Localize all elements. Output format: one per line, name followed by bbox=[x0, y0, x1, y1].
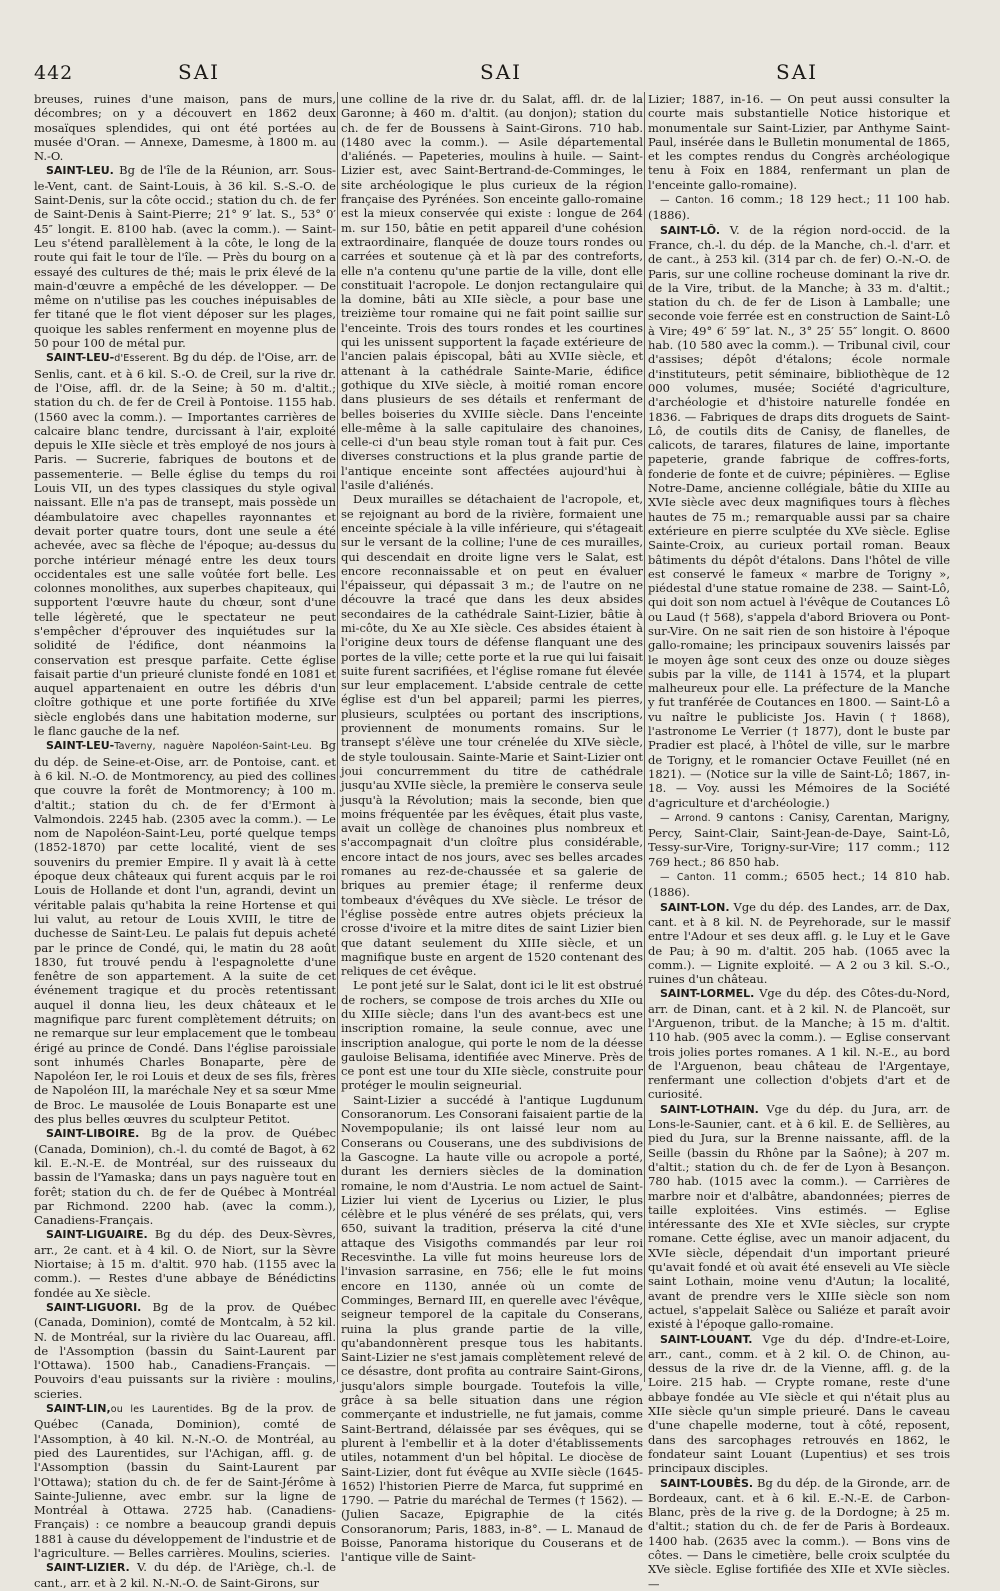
entry-text: Bg du dép. des Deux-Sèvres, arr., 2e cant. et à 4 kil. O. de Niort, sur la Sèvre Niortaise; à 15 m. d'altit. 970 hab. (1155 avec la comm.). — Restes d'une abbaye de Bénédictins fondée au Xe siècle. bbox=[34, 1227, 336, 1300]
entry-headword: SAINT-LIN, bbox=[46, 1402, 111, 1416]
entry-text: Bg de la prov. de Québec (Canada, Dominion), ch.-l. du comté de Bagot, à 62 kil. E.-N.-E. de Montréal, sur des ruisseaux du bassin de l'Yamaska; dans un pays naguère tout en forêt; station du ch. de fer de Québec à Montréal par Richmond. 2200 hab. (avec la comm.), Canadiens-Français. bbox=[34, 1126, 337, 1228]
entry-subheading: ou les Laurentides. bbox=[110, 1404, 214, 1416]
dictionary-entry bbox=[648, 1332, 950, 1476]
dictionary-entry bbox=[648, 810, 950, 869]
entry-subheading: — Arrond. bbox=[660, 812, 711, 824]
dictionary-entry bbox=[34, 1126, 336, 1227]
entry-headword: SAINT-LEU- bbox=[46, 351, 115, 365]
entry-headword: SAINT-LEU. bbox=[46, 164, 114, 178]
dictionary-entry bbox=[648, 92, 950, 192]
dictionary-entry bbox=[34, 1300, 336, 1401]
entry-headword: SAINT-LOUANT. bbox=[660, 1332, 753, 1346]
entry-text: 9 cantons : Canisy, Carentan, Marigny, Percy, Saint-Clair, Saint-Jean-de-Daye, Saint-Lô, Tessy-sur-Vire, Torigny-sur-Vire; 117 comm.; 112 769 hect.; 86 850 hab. bbox=[648, 809, 950, 869]
dictionary-entry bbox=[341, 1093, 643, 1565]
entry-text: Le pont jeté sur le Salat, dont ici le lit est obstrué de rochers, se compose de trois arches du XIIe ou du XIIIe siècle; dans l'un des avant-becs est une inscription romaine, la seule connue, avec une inscription analogue, qui porte le nom de la déesse gauloise Belisama, identifiée avec Minerve. Près de ce pont est une tour du XIIe siècle, construite pour protéger le moulin seigneurial. bbox=[341, 978, 644, 1093]
entry-text: Bg de la prov. de Québec (Canada, Dominion), comté de l'Assomption, à 40 kil. N.-N.-O. de Montréal, au pied des Laurentides, sur l'Achigan, affl. g. de l'Assomption (bassin du Saint-Laurent par l'Ottawa); station du ch. de fer de Saint-Jérôme à Sainte-Julienne, avec embr. sur la ligne de Montréal à Ottawa. 2725 hab. (Canadiens-Français) : ce nombre a beaucoup grandi depuis 1881 à cause du développement de l'industrie et de l'agriculture. — Belles carrières. Moulins, scieries. bbox=[34, 1401, 337, 1560]
dictionary-entry bbox=[34, 163, 336, 350]
dictionary-entry bbox=[648, 869, 950, 900]
entry-text: V. du dép. de l'Ariège, ch.-l. de cant., arr. et à 2 kil. N.-N.-O. de Saint-Girons, sur bbox=[34, 1560, 337, 1590]
entry-text: Vge du dép. des Landes, arr. de Dax, cant. et à 8 kil. N. de Peyrehorade, sur le massif entre l'Adour et ses deux affl. g. le Luy et le Gave de Pau; à 90 m. d'altit. 205 hab. (1065 avec la comm.). — Lignite exploité. — A 2 ou 3 kil. S.-O., ruines d'un château. bbox=[648, 899, 950, 987]
running-headword-center: SAI bbox=[480, 60, 523, 84]
entry-headword: SAINT-LIGUAIRE. bbox=[46, 1228, 148, 1242]
entry-text: 11 comm.; 6505 hect.; 14 810 hab. (1886). bbox=[648, 869, 950, 900]
entry-subheading: d'Esserent. bbox=[114, 353, 170, 365]
column-divider bbox=[644, 92, 645, 1382]
dictionary-entry bbox=[341, 978, 643, 1092]
entry-text: 16 comm.; 18 129 hect.; 11 100 hab. (1886). bbox=[648, 192, 950, 223]
entry-text: Lizier; 1887, in-16. — On peut aussi consulter la courte mais substantielle Notice historique et monumentale sur Saint-Lizier, par Anthyme Saint-Paul, insérée dans le Bulletin monumental de 1865, et les comptes rendus du Congrès archéologique tenu à Foix en 1884, renfermant un plan de l'enceinte gallo-romaine). bbox=[648, 92, 950, 192]
running-headword-left: SAI bbox=[178, 60, 221, 84]
entry-headword: SAINT-LON. bbox=[660, 900, 730, 914]
entry-text: Vge du dép. d'Indre-et-Loire, arr., cant., comm. et à 2 kil. O. de Chinon, au-dessus de la rive dr. de la Vienne, affl. g. de la Loire. 215 hab. — Crypte romane, reste d'une abbaye fondée au VIe siècle et qui n'était plus au XIIe siècle qu'un simple prieuré. Dans le caveau d'une chapelle moderne, tout à côté, reposent, dans des sarcophages retrouvés en 1862, le fondateur saint Louant (Lupentius) et ses trois principaux disciples. bbox=[648, 1331, 950, 1476]
entry-headword: SAINT-LOUBÈS. bbox=[660, 1476, 754, 1490]
entry-subheading: — Canton. bbox=[660, 872, 716, 884]
dictionary-entry bbox=[34, 350, 336, 738]
dictionary-entry bbox=[34, 92, 336, 163]
entry-headword: SAINT-LIBOIRE. bbox=[46, 1127, 140, 1141]
text-column-2 bbox=[341, 92, 644, 1565]
entry-text: breuses, ruines d'une maison, pans de murs, décombres; on y a découvert en 1862 deux mosaïques splendides, qui ont été portées au musée d'Oran. — Annexe, Damesme, à 1800 m. au N.-O. bbox=[34, 92, 336, 164]
dictionary-entry bbox=[648, 900, 950, 987]
text-column-1 bbox=[34, 92, 337, 1590]
entry-text: Bg de la prov. de Québec (Canada, Dominion), comté de Montcalm, à 52 kil. N. de Montréal, sur la rivière du lac Ouareau, affl. de l'Assomption (bassin du Saint-Laurent par l'Ottawa). 1500 hab., Canadiens-Français. — Pouvoirs d'eau puissants sur la rivière : moulins, scieries. bbox=[34, 1299, 337, 1401]
running-headword-right: SAI bbox=[776, 60, 819, 84]
page-number: 442 bbox=[34, 62, 74, 84]
entry-text: Vge du dép. des Côtes-du-Nord, arr. de Dinan, cant. et à 2 kil. N. de Plancoët, sur l'Arguenon, tribut. de la Manche; à 15 m. d'altit. 110 hab. (905 avec la comm.). — Eglise conservant trois jolies portes romanes. A 1 kil. N.-E., au bord de l'Arguenon, beau château de l'Argentaye, renfermant une collection d'objets d'art et de curiosité. bbox=[648, 986, 950, 1102]
dictionary-entry bbox=[341, 92, 643, 492]
entry-headword: SAINT-LOTHAIN. bbox=[660, 1102, 759, 1116]
entry-text: Saint-Lizier a succédé à l'antique Lugdunum Consoranorum. Les Consorani faisaient partie de la Novempopulanie; ils ont laissé leur nom au Conserans ou Couserans, une des subdivisions de la Gascogne. La haute ville ou acropole a porté, durant les derniers siècles de la domination romaine, le nom d'Austria. Le nom actuel de Saint-Lizier lui vient de Lycerius ou Lizier, le plus célèbre et le plus vénéré de ses prélats, qui, vers 650, suivant la tradition, préserva la cité d'une attaque des Visigoths commandés par leur roi Recesvinthe. La ville fut moins heureuse lors de l'invasion sarrasine, en 756; elle le fut moins encore en 1130, année où un comte de Comminges, Bernard III, en querelle avec l'évêque, seigneur temporel de la capitale du Conserans, ruina la plus grande partie de la ville, qu'abandonnèrent presque tous les habitants. Saint-Lizier ne s'est jamais complètement relevé de ce désastre, dont profita au contraire Saint-Girons, jusqu'alors simple bourgade. Toutefois la ville, grâce à sa belle situation dans une région commerçante et industrielle, ne fut jamais, comme Saint-Bertrand, délaissée par ses évêques, qui se plurent à l'embellir et à la doter d'établissements utiles, notamment d'un bel hôpital. Le diocèse de Saint-Lizier, dont fut évêque au XVIIe siècle (1645-1652) l'historien Pierre de Marca, fut supprimé en 1790. — Patrie du maréchal de Termes († 1562). — (Julien Sacaze, Epigraphie de la cités Consoranorum; Paris, 1883, in-8°. — L. Manaud de Boisse, Panorama historique du Couserans et de l'antique ville de Saint- bbox=[341, 1092, 643, 1565]
entry-subheading: — Canton. bbox=[660, 195, 714, 207]
dictionary-entry bbox=[34, 738, 336, 1126]
dictionary-entry bbox=[648, 192, 950, 223]
entry-headword: SAINT-LÔ. bbox=[660, 223, 721, 237]
entry-headword: SAINT-LORMEL. bbox=[660, 987, 755, 1001]
dictionary-entry bbox=[648, 986, 950, 1101]
entry-text: Bg du dép. de l'Oise, arr. de Senlis, cant. et à 6 kil. S.-O. de Creil, sur la rive dr. de l'Oise, affl. dr. de la Seine; à 50 m. d'altit.; station du ch. de fer de Creil à Pontoise. 1155 hab. (1560 avec la comm.). — Importantes carrières de calcaire blanc tendre, durcissant à l'air, exploité depuis le XIIe siècle et très employé de nos jours à Paris. — Sucrerie, fabriques de boutons et de passementerie. — Belle église du temps du roi Louis VII, un des types classiques du style ogival naissant. Elle n'a pas de transept, mais possède un déambulatoire avec chapelles rayonnantes et devait porter quatre tours, dont une seule a été achevée, avec sa flèche de l'époque; au-dessus du porche intérieur ménagé entre les deux tours occidentales est une salle voûtée fort belle. Les colonnes monolithes, aux superbes chapiteaux, qui supportent l'œuvre haute du chœur, sont d'une telle légèreté, que le spectateur ne peut s'empêcher d'éprouver des inquiétudes sur la solidité de l'édifice, dont néanmoins la conservation est presque parfaite. Cette église faisait partie d'un prieuré cluniste fondé en 1081 et auquel appartenaient en outre les débris d'un cloître gothique et une porte fortifiée du XIVe siècle englobés dans une habitation moderne, sur le flanc gauche de la nef. bbox=[34, 350, 336, 739]
dictionary-entry bbox=[34, 1227, 336, 1299]
entry-subheading: Taverny, naguère Napoléon-Saint-Leu. bbox=[114, 741, 312, 753]
dictionary-entry bbox=[34, 1560, 336, 1590]
entry-text: Deux murailles se détachaient de l'acropole, et, se rejoignant au bord de la rivière, formaient une enceinte spéciale à la ville inférieure, qui s'étageait sur le versant de la colline; l'une de ces murailles, qui descendait en droite ligne vers le Salat, est encore reconnaissable et on peut en évaluer l'épaisseur, qui dépassait 3 m.; de l'autre on ne découvre la tracé que dans les deux absides secondaires de la cathédrale Saint-Lizier, bâtie à mi-côte, du Xe au XIe siècle. Ces absides étaient à l'origine deux tours de défense flanquant une des portes de la ville; cette porte et la rue qui lui faisait suite furent sacrifiées, et l'église romane fut élevée sur leur emplacement. L'abside centrale de cette église est d'un bel appareil; parmi les pierres, plusieurs, sculptées ou portant des inscriptions, proviennent de monuments romains. Sur le transept s'élève une tour crénelée du XIVe siècle, de style toulousain. Sainte-Marie et Saint-Lizier ont joui concurremment du titre de cathédrale jusqu'au XVIIe siècle, la première le conserva seule jusqu'à la Révolution; mais la seconde, bien que moins fréquentée par les évêques, était plus vaste, avait un collège de chanoines plus nombreux et s'accompagnait d'un cloître plus considérable, encore intact de nos jours, avec ses belles arcades romanes au rez-de-chaussée et sa galerie de briques au premier étage; il renferme deux tombeaux d'évêques du XVe siècle. Le trésor de l'église possède entre autres objets précieux la crosse d'ivoire et la mitre dites de saint Lizier bien que datant seulement du XIIIe siècle, et un magnifique buste en argent de 1520 contenant des reliques de cet évêque. bbox=[341, 492, 643, 979]
dictionary-entry bbox=[341, 492, 643, 978]
dictionary-entry bbox=[648, 223, 950, 810]
entry-text: Bg du dép. de Seine-et-Oise, arr. de Pontoise, cant. et à 6 kil. N.-O. de Montmorency, au pied des collines que couvre la forêt de Montmorency; à 100 m. d'altit.; station du ch. de fer d'Ermont à Valmondois. 2245 hab. (2305 avec la comm.). — Le nom de Napoléon-Saint-Leu, porté quelque temps (1852-1870) par cette localité, vient de ses souvenirs du premier Empire. Il y avait là à cette époque deux châteaux qui furent acquis par le roi Louis de Hollande et dont l'un, agrandi, devint un véritable palais qu'habita la reine Hortense et qui lui valut, au retour de Louis XVIII, le titre de duchesse de Saint-Leu. Le palais fut depuis acheté par le prince de Condé, qui, le matin du 28 août 1830, fut trouvé pendu à l'espagnolette d'une fenêtre de son appartement. A la suite de cet événement tragique et du procès retentissant auquel il donna lieu, les deux châteaux et le magnifique parc furent complètement détruits; on ne remarque sur leur emplacement que le tombeau érigé au prince de Condé. Dans l'église paroissiale sont inhumés Charles Bonaparte, père de Napoléon Ier, le roi Louis et deux de ses fils, frères de Napoléon III, la maréchale Ney et sa sœur Mme de Broc. Le mausolée de Louis Bonaparte est une des plus belles œuvres du sculpteur Petitot. bbox=[34, 738, 336, 1127]
entry-headword: SAINT-LIGUORI. bbox=[46, 1300, 142, 1314]
entry-headword: SAINT-LEU- bbox=[46, 739, 115, 753]
text-column-3 bbox=[648, 92, 951, 1591]
entry-headword: SAINT-LIZIER. bbox=[46, 1561, 130, 1575]
entry-text: une colline de la rive dr. du Salat, affl. dr. de la Garonne; à 460 m. d'altit. (au donjon); station du ch. de fer de Boussens à Saint-Girons. 710 hab. (1480 avec la comm.). — Asile départemental d'aliénés. — Papeteries, moulins à huile. — Saint-Lizier est, avec Saint-Bertrand-de-Comminges, le site archéologique le plus curieux de la région française des Pyrénées. Son enceinte gallo-romaine est la mieux conservée qui existe : longue de 264 m. sur 150, bâtie en petit appareil d'une cohésion extraordinaire, flanquée de douze tours rondes ou carrées et soutenue çà et là par des contreforts, elle n'a contenu qu'une partie de la ville, dont elle constituait l'acropole. Le donjon rectangulaire qui la domine, bâti au XIIe siècle, a pour base une treizième tour romaine qui ne fait point saillie sur l'enceinte. Trois des tours rondes et les courtines qui les unissent supportent la façade extérieure de l'ancien palais épiscopal, bâti au XVIIe siècle, et attenant à la cathédrale Sainte-Marie, édifice gothique du XIVe siècle, à moitié roman encore dans plusieurs de ses détails et renfermant de belles boiseries du XVIIIe siècle. Dans l'enceinte elle-même à la salle capitulaire des chanoines, celle-ci d'un beau style roman tout à fait pur. Ces diverses constructions et la plus grande partie de l'antique enceinte sont affectées aujourd'hui à l'asile d'aliénés. bbox=[341, 92, 643, 493]
page-header bbox=[0, 60, 1000, 90]
entry-text: Vge du dép. du Jura, arr. de Lons-le-Saunier, cant. et à 6 kil. E. de Sellières, au pied du Jura, sur la Brenne naissante, affl. de la Seille (bassin du Rhône par la Saône); à 207 m. d'altit.; station du ch. de fer de Lyon à Besançon. 780 hab. (1015 avec la comm.). — Carrières de marbre noir et d'albâtre, abandonnées; pierres de taille exploitées. Vins estimés. — Eglise intéressante des XIe et XVIe siècles, sur crypte romane. Cette église, avec un manoir adjacent, du XVIe siècle, dépendait d'un important prieuré qu'avait fondé et où avait été enseveli au VIe siècle saint Lothain, moine venu d'Autun; la localité, avant de prendre vers le XIIIe siècle son nom actuel, s'appelait Salèce ou Saliéze et paraît avoir existé à l'époque gallo-romaine. bbox=[648, 1101, 950, 1332]
entry-text: Bg de l'île de la Réunion, arr. Sous-le-Vent, cant. de Saint-Louis, à 36 kil. S.-S.-O. de Saint-Denis, sur la côte occid.; station du ch. de fer de Saint-Denis à Saint-Pierre; 21° 9′ lat. S., 53° 0′ 45″ longit. E. 8100 hab. (avec la comm.). — Saint-Leu s'étend parallèlement à la côte, le long de la route qui fait le tour de l'île. — Près du bourg on a essayé des cultures de thé; mais le prix élevé de la main-d'œuvre a empêché de les développer. — De même on n'utilise pas les couches inépuisables de fer titané que le flot vient déposer sur les plages, quoique les sables renferment en moyenne plus de 50 pour 100 de métal pur. bbox=[34, 163, 337, 351]
dictionary-entry bbox=[648, 1476, 950, 1591]
entry-text: Bg du dép. de la Gironde, arr. de Bordeaux, cant. et à 6 kil. E.-N.-E. de Carbon-Blanc, près de la rive g. de la Dordogne; à 25 m. d'altit.; station du ch. de fer de Paris à Bordeaux. 1400 hab. (2635 avec la comm.). — Bons vins de côtes. — Dans le cimetière, belle croix sculptée du XVe siècle. Eglise fortifiée des XIIe et XVIe siècles. — bbox=[648, 1475, 951, 1591]
dictionary-entry bbox=[648, 1102, 950, 1332]
dictionary-entry bbox=[34, 1401, 336, 1560]
column-divider bbox=[337, 92, 338, 1382]
entry-text: V. de la région nord-occid. de la France, ch.-l. du dép. de la Manche, ch.-l. d'arr. et de cant., à 253 kil. (314 par ch. de fer) O.-N.-O. de Paris, sur une colline rocheuse dominant la rive dr. de la Vire, tribut. de la Manche; à 33 m. d'altit.; station du ch. de fer de Lison à Lamballe; une seconde voie ferrée est en construction de Saint-Lô à Vire; 49° 6′ 59″ lat. N., 3° 25′ 55″ longit. O. 8600 hab. (10 580 avec la comm.). — Tribunal civil, cour d'assises; dépôt d'étalons; école normale d'instituteurs, petit séminaire, bibliothèque de 12 000 volumes, musée; Société d'agriculture, d'archéologie et d'histoire naturelle fondée en 1836. — Fabriques de draps dits droguets de Saint-Lô, de coutils dits de Canisy, de flanelles, de calicots, de tarares, filatures de laine, importante papeterie, grande fabrique de coffres-forts, fonderie de fonte et de cuivre; pépinières. — Eglise Notre-Dame, ancienne collégiale, bâtie du XIIIe au XVIe siècle avec deux magnifiques tours à flèches hautes de 75 m.; remarquable aussi par sa chaire extérieure en pierre sculptée du XVe siècle. Eglise Sainte-Croix, au curieux portail roman. Beaux bâtiments du dépôt d'étalons. Dans l'hôtel de ville est conservé le fameux « marbre de Torigny », piédestal d'une statue romaine de 238. — Saint-Lô, qui doit son nom actuel à l'évêque de Coutances Lô ou Laud († 568), s'appela d'abord Briovera ou Pont-sur-Vire. On ne sait rien de son histoire à l'époque gallo-romaine; les principaux souvenirs laissés par le moyen âge sont ceux des onze ou douze sièges subis par la ville, de 1141 à 1574, et la plupart malheureux pour elle. La préfecture de la Manche y fut tranférée de Coutances en 1800. — Saint-Lô a vu naître le publiciste Jos. Havin († 1868), l'astronome Le Verrier († 1877), dont le buste par Pradier est placé, à l'hôtel de ville, sur le marbre de Torigny, et le romancier Octave Feuillet (né en 1821). — (Notice sur la ville de Saint-Lô; 1867, in-18. — Voy. aussi les Mémoires de la Société d'agriculture et d'archéologie.) bbox=[648, 222, 950, 810]
